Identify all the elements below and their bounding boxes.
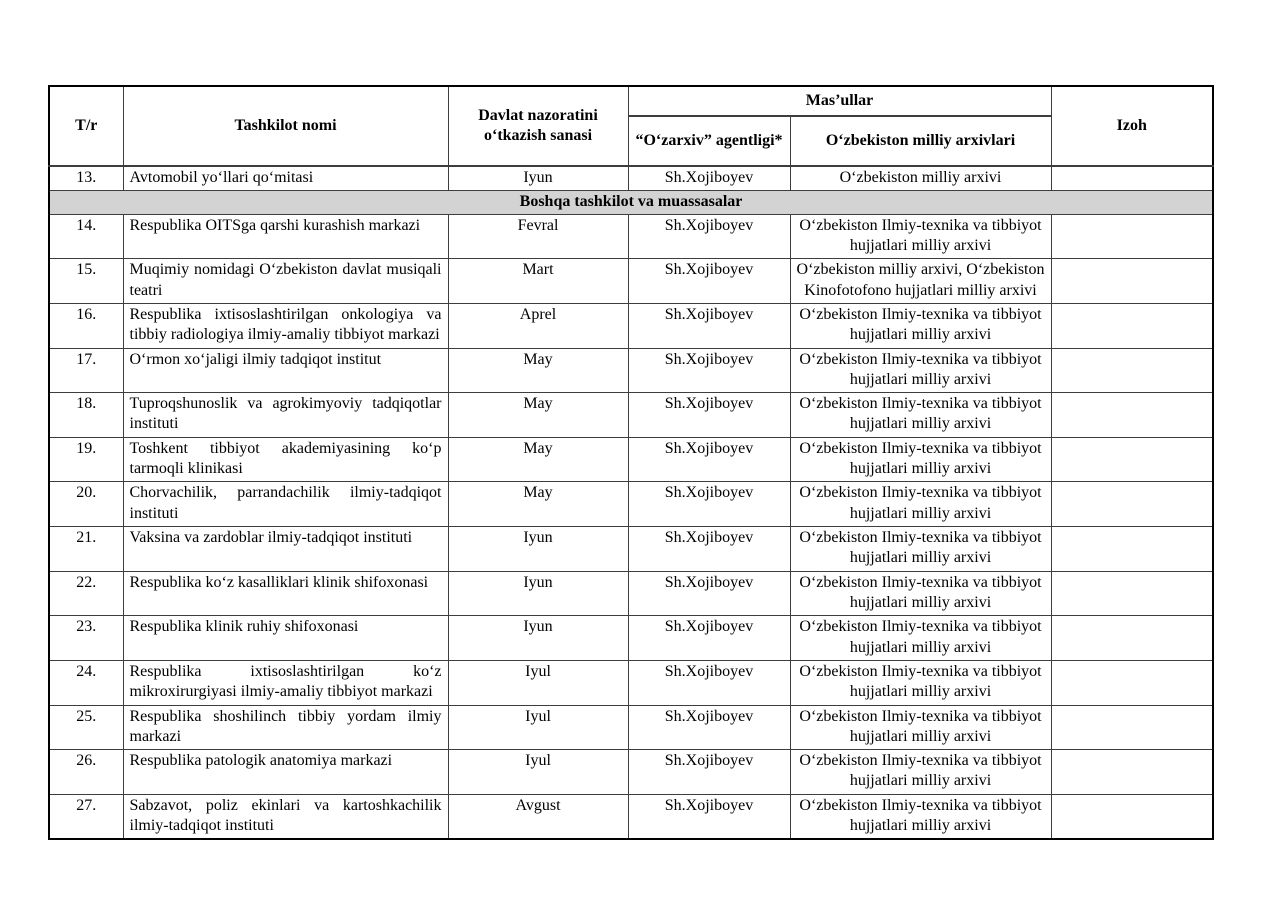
cell-row-number: 16. (49, 303, 123, 348)
table-body (49, 166, 1213, 839)
cell-agency-responsible: Sh.Xojiboyev (628, 705, 790, 750)
column-header-note: Izoh (1051, 86, 1213, 166)
cell-archive-responsible: Oʻzbekiston Ilmiy-texnika va tibbiyot hujjatlari milliy arxivi (790, 482, 1051, 527)
cell-row-number: 24. (49, 660, 123, 705)
cell-note (1051, 303, 1213, 348)
section-header-label: Boshqa tashkilot va muassasalar (49, 191, 1213, 214)
cell-note (1051, 259, 1213, 304)
cell-agency-responsible: Sh.Xojiboyev (628, 616, 790, 661)
table-header (49, 86, 1213, 166)
cell-archive-responsible: Oʻzbekiston Ilmiy-texnika va tibbiyot hujjatlari milliy arxivi (790, 303, 1051, 348)
cell-archive-responsible: Oʻzbekiston Ilmiy-texnika va tibbiyot hujjatlari milliy arxivi (790, 660, 1051, 705)
cell-inspection-month: May (448, 348, 628, 393)
cell-note (1051, 527, 1213, 572)
cell-organization-name: Tuproqshunoslik va agrokimyoviy tadqiqotlar instituti (123, 393, 448, 438)
cell-note (1051, 571, 1213, 616)
cell-agency-responsible: Sh.Xojiboyev (628, 571, 790, 616)
column-header-inspection-date: Davlat nazoratini oʻtkazish sanasi (448, 86, 628, 166)
cell-inspection-month: Fevral (448, 214, 628, 259)
table-row (49, 527, 1213, 572)
cell-archive-responsible: Oʻzbekiston Ilmiy-texnika va tibbiyot hujjatlari milliy arxivi (790, 794, 1051, 839)
cell-agency-responsible: Sh.Xojiboyev (628, 660, 790, 705)
cell-row-number: 17. (49, 348, 123, 393)
cell-agency-responsible: Sh.Xojiboyev (628, 166, 790, 191)
cell-row-number: 19. (49, 437, 123, 482)
cell-agency-responsible: Sh.Xojiboyev (628, 527, 790, 572)
cell-inspection-month: Iyun (448, 166, 628, 191)
cell-inspection-month: Iyun (448, 527, 628, 572)
table-row (49, 794, 1213, 839)
cell-organization-name: Respublika ixtisoslashtirilgan onkologiya va tibbiy radiologiya ilmiy-amaliy tibbiyot markazi (123, 303, 448, 348)
cell-organization-name: Oʻrmon xoʻjaligi ilmiy tadqiqot institut (123, 348, 448, 393)
cell-row-number: 14. (49, 214, 123, 259)
cell-inspection-month: Iyun (448, 571, 628, 616)
cell-note (1051, 393, 1213, 438)
cell-inspection-month: Avgust (448, 794, 628, 839)
table-row (49, 616, 1213, 661)
table-row (49, 214, 1213, 259)
section-header-row (49, 191, 1213, 214)
cell-agency-responsible: Sh.Xojiboyev (628, 214, 790, 259)
cell-archive-responsible: Oʻzbekiston Ilmiy-texnika va tibbiyot hujjatlari milliy arxivi (790, 348, 1051, 393)
cell-organization-name: Respublika klinik ruhiy shifoxonasi (123, 616, 448, 661)
cell-note (1051, 166, 1213, 191)
cell-note (1051, 660, 1213, 705)
cell-organization-name: Respublika OITSga qarshi kurashish markazi (123, 214, 448, 259)
cell-archive-responsible: Oʻzbekiston Ilmiy-texnika va tibbiyot hujjatlari milliy arxivi (790, 527, 1051, 572)
cell-agency-responsible: Sh.Xojiboyev (628, 259, 790, 304)
cell-organization-name: Respublika patologik anatomiya markazi (123, 750, 448, 795)
cell-agency-responsible: Sh.Xojiboyev (628, 794, 790, 839)
table-row (49, 482, 1213, 527)
cell-agency-responsible: Sh.Xojiboyev (628, 437, 790, 482)
table-row (49, 348, 1213, 393)
cell-note (1051, 437, 1213, 482)
cell-organization-name: Respublika shoshilinch tibbiy yordam ilmiy markazi (123, 705, 448, 750)
cell-row-number: 13. (49, 166, 123, 191)
cell-row-number: 26. (49, 750, 123, 795)
cell-note (1051, 750, 1213, 795)
table-row (49, 750, 1213, 795)
table-row (49, 259, 1213, 304)
column-header-tr: T/r (49, 86, 123, 166)
cell-note (1051, 705, 1213, 750)
cell-note (1051, 348, 1213, 393)
cell-agency-responsible: Sh.Xojiboyev (628, 393, 790, 438)
cell-organization-name: Sabzavot, poliz ekinlari va kartoshkachilik ilmiy-tadqiqot instituti (123, 794, 448, 839)
cell-archive-responsible: Oʻzbekiston Ilmiy-texnika va tibbiyot hujjatlari milliy arxivi (790, 393, 1051, 438)
cell-archive-responsible: Oʻzbekiston Ilmiy-texnika va tibbiyot hujjatlari milliy arxivi (790, 437, 1051, 482)
cell-row-number: 21. (49, 527, 123, 572)
cell-note (1051, 482, 1213, 527)
cell-inspection-month: Iyun (448, 616, 628, 661)
table-row (49, 303, 1213, 348)
cell-organization-name: Vaksina va zardoblar ilmiy-tadqiqot instituti (123, 527, 448, 572)
cell-row-number: 18. (49, 393, 123, 438)
state-inspection-schedule-table (48, 85, 1214, 840)
cell-inspection-month: May (448, 393, 628, 438)
cell-note (1051, 214, 1213, 259)
cell-note (1051, 616, 1213, 661)
cell-row-number: 27. (49, 794, 123, 839)
cell-archive-responsible: Oʻzbekiston milliy arxivi, Oʻzbekiston Kinofotofono hujjatlari milliy arxivi (790, 259, 1051, 304)
cell-archive-responsible: Oʻzbekiston Ilmiy-texnika va tibbiyot hujjatlari milliy arxivi (790, 705, 1051, 750)
cell-organization-name: Muqimiy nomidagi Oʻzbekiston davlat musiqali teatri (123, 259, 448, 304)
cell-agency-responsible: Sh.Xojiboyev (628, 348, 790, 393)
cell-archive-responsible: Oʻzbekiston Ilmiy-texnika va tibbiyot hujjatlari milliy arxivi (790, 750, 1051, 795)
table-row (49, 393, 1213, 438)
column-header-agency: “Oʻzarxiv” agentligi* (628, 116, 790, 166)
cell-organization-name: Toshkent tibbiyot akademiyasining koʻp tarmoqli klinikasi (123, 437, 448, 482)
table-row (49, 166, 1213, 191)
cell-agency-responsible: Sh.Xojiboyev (628, 303, 790, 348)
column-header-organization: Tashkilot nomi (123, 86, 448, 166)
cell-inspection-month: Iyul (448, 750, 628, 795)
cell-organization-name: Avtomobil yoʻllari qoʻmitasi (123, 166, 448, 191)
cell-row-number: 22. (49, 571, 123, 616)
cell-row-number: 20. (49, 482, 123, 527)
cell-row-number: 25. (49, 705, 123, 750)
column-header-responsibles-group: Mas’ullar (628, 86, 1051, 116)
cell-organization-name: Respublika ixtisoslashtirilgan koʻz mikroxirurgiyasi ilmiy-amaliy tibbiyot markazi (123, 660, 448, 705)
table-row (49, 571, 1213, 616)
cell-organization-name: Respublika koʻz kasalliklari klinik shifoxonasi (123, 571, 448, 616)
cell-archive-responsible: Oʻzbekiston Ilmiy-texnika va tibbiyot hujjatlari milliy arxivi (790, 616, 1051, 661)
cell-archive-responsible: Oʻzbekiston Ilmiy-texnika va tibbiyot hujjatlari milliy arxivi (790, 571, 1051, 616)
header-row-1 (49, 86, 1213, 116)
cell-archive-responsible: Oʻzbekiston milliy arxivi (790, 166, 1051, 191)
column-header-national-archives: Oʻzbekiston milliy arxivlari (790, 116, 1051, 166)
cell-inspection-month: May (448, 482, 628, 527)
table-row (49, 660, 1213, 705)
table-row (49, 705, 1213, 750)
cell-inspection-month: Iyul (448, 660, 628, 705)
cell-agency-responsible: Sh.Xojiboyev (628, 750, 790, 795)
table-row (49, 437, 1213, 482)
cell-note (1051, 794, 1213, 839)
cell-organization-name: Chorvachilik, parrandachilik ilmiy-tadqiqot instituti (123, 482, 448, 527)
cell-row-number: 23. (49, 616, 123, 661)
cell-inspection-month: Mart (448, 259, 628, 304)
cell-inspection-month: Iyul (448, 705, 628, 750)
cell-inspection-month: Aprel (448, 303, 628, 348)
cell-row-number: 15. (49, 259, 123, 304)
cell-archive-responsible: Oʻzbekiston Ilmiy-texnika va tibbiyot hujjatlari milliy arxivi (790, 214, 1051, 259)
cell-agency-responsible: Sh.Xojiboyev (628, 482, 790, 527)
cell-inspection-month: May (448, 437, 628, 482)
